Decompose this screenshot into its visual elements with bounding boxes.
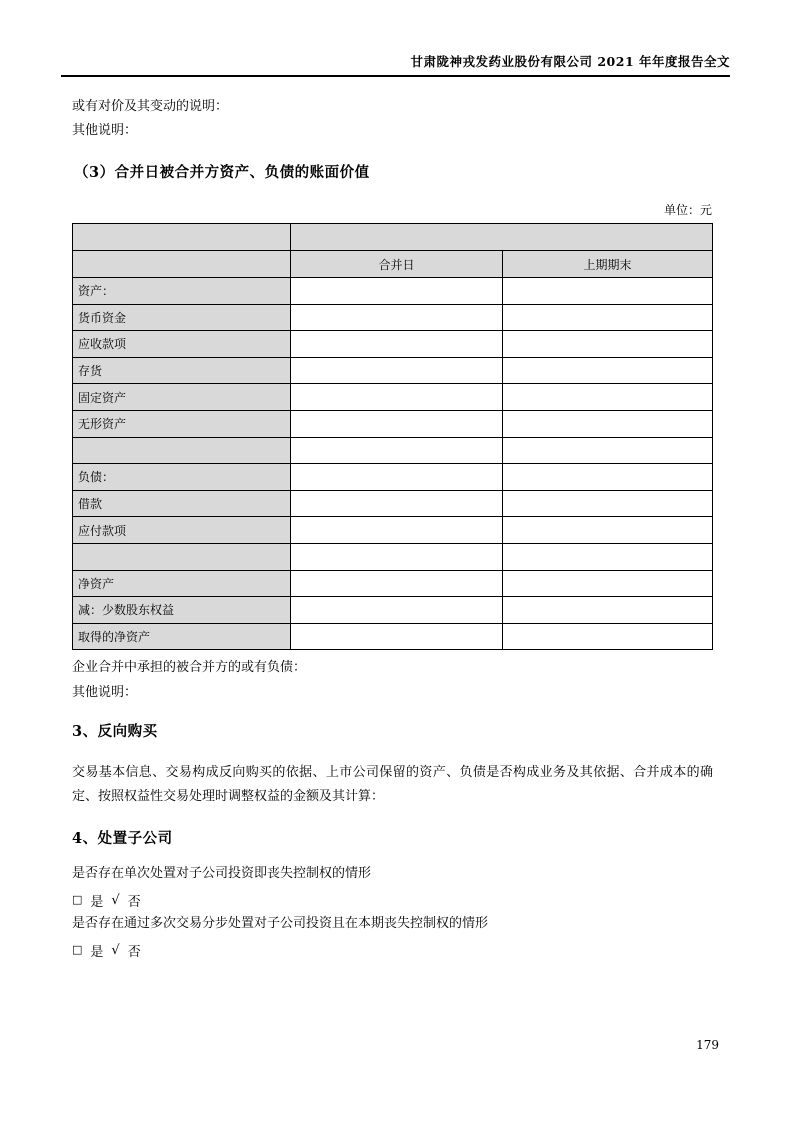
merged-header-cell	[291, 224, 713, 251]
table-cell-merge-date	[291, 623, 503, 650]
balance-section-heading: （3）合并日被合并方资产、负债的账面价值	[74, 164, 370, 181]
table-row	[73, 517, 713, 544]
row-label-cell: 净资产	[73, 570, 291, 597]
no-label: 否	[127, 895, 141, 910]
table-cell-merge-date	[291, 570, 503, 597]
page-number: 179	[696, 1038, 719, 1052]
table-row	[73, 331, 713, 358]
table-row	[73, 357, 713, 384]
table-cell-prior-period	[503, 597, 713, 624]
table-row	[73, 384, 713, 411]
column-header-prior-period-end: 上期期末	[503, 251, 713, 278]
contingent-consideration-note: 或有对价及其变动的说明：	[72, 99, 229, 114]
other-notes-line-bottom: 其他说明：	[72, 685, 138, 700]
no-label: 否	[127, 945, 141, 960]
row-label-cell: 应收款项	[73, 331, 291, 358]
table-cell-prior-period	[503, 570, 713, 597]
table-cell-prior-period	[503, 490, 713, 517]
table-cell-prior-period	[503, 357, 713, 384]
yes-label: 是	[90, 945, 104, 960]
check-mark-icon: √	[111, 943, 120, 958]
table-row	[73, 597, 713, 624]
table-row	[73, 570, 713, 597]
disposal-answer-2	[72, 941, 141, 960]
table-row	[73, 464, 713, 491]
contingent-liability-note: 企业合并中承担的被合并方的或有负债：	[72, 660, 307, 675]
header-divider-line	[61, 75, 730, 77]
row-label-cell: 资产：	[73, 278, 291, 305]
row-label-cell: 应付款项	[73, 517, 291, 544]
table-cell-prior-period	[503, 384, 713, 411]
row-label-cell: 减：少数股东权益	[73, 597, 291, 624]
row-label-cell: 固定资产	[73, 384, 291, 411]
checkbox-unchecked-icon: □	[72, 943, 83, 956]
row-label-cell	[73, 543, 291, 570]
table-cell-prior-period	[503, 304, 713, 331]
page-header-title: 甘肃陇神戎发药业股份有限公司 2021 年年度报告全文	[410, 54, 730, 69]
table-cell-prior-period	[503, 278, 713, 305]
table-cell-merge-date	[291, 410, 503, 437]
table-cell-merge-date	[291, 304, 503, 331]
reverse-purchase-body: 交易基本信息、交易构成反向购买的依据、上市公司保留的资产、负债是否构成业务及其依据、合并成本的确定、按照权益性交易处理时调整权益的金额及其计算：	[72, 765, 713, 804]
table-cell-merge-date	[291, 357, 503, 384]
row-label-cell: 取得的净资产	[73, 623, 291, 650]
unit-label: 单位：元	[663, 203, 712, 217]
disposal-subsidiary-heading: 4、处置子公司	[72, 830, 173, 847]
table-cell-merge-date	[291, 384, 503, 411]
table-row	[73, 304, 713, 331]
table-cell-prior-period	[503, 623, 713, 650]
table-cell-merge-date	[291, 464, 503, 491]
row-label-cell: 无形资产	[73, 410, 291, 437]
yes-label: 是	[90, 895, 104, 910]
corner-cell	[73, 251, 291, 278]
table-row	[73, 623, 713, 650]
table-cell-merge-date	[291, 490, 503, 517]
check-mark-icon: √	[111, 893, 120, 908]
table-cell-merge-date	[291, 437, 503, 464]
table-row	[73, 278, 713, 305]
table-row-column-headers	[73, 251, 713, 278]
table-cell-merge-date	[291, 331, 503, 358]
corner-cell	[73, 224, 291, 251]
table-row-spacer	[73, 543, 713, 570]
disposal-answer-1	[72, 891, 141, 910]
row-label-cell: 借款	[73, 490, 291, 517]
row-label-cell: 存货	[73, 357, 291, 384]
other-notes-line-top: 其他说明：	[72, 123, 138, 138]
table-cell-merge-date	[291, 597, 503, 624]
table-row	[73, 490, 713, 517]
book-value-table	[72, 223, 713, 650]
table-cell-prior-period	[503, 464, 713, 491]
disposal-question-1: 是否存在单次处置对子公司投资即丧失控制权的情形	[72, 866, 372, 881]
table-cell-merge-date	[291, 543, 503, 570]
table-row	[73, 410, 713, 437]
row-label-cell: 负债：	[73, 464, 291, 491]
column-header-merge-date: 合并日	[291, 251, 503, 278]
table-cell-prior-period	[503, 517, 713, 544]
disposal-question-2: 是否存在通过多次交易分步处置对子公司投资且在本期丧失控制权的情形	[72, 916, 489, 931]
table-row-header-blank	[73, 224, 713, 251]
table-cell-prior-period	[503, 410, 713, 437]
row-label-cell	[73, 437, 291, 464]
table-cell-prior-period	[503, 331, 713, 358]
table-cell-merge-date	[291, 278, 503, 305]
table-cell-prior-period	[503, 437, 713, 464]
table-cell-merge-date	[291, 517, 503, 544]
table-row-spacer	[73, 437, 713, 464]
reverse-purchase-heading: 3、反向购买	[72, 723, 158, 740]
table-cell-prior-period	[503, 543, 713, 570]
row-label-cell: 货币资金	[73, 304, 291, 331]
checkbox-unchecked-icon: □	[72, 893, 83, 906]
